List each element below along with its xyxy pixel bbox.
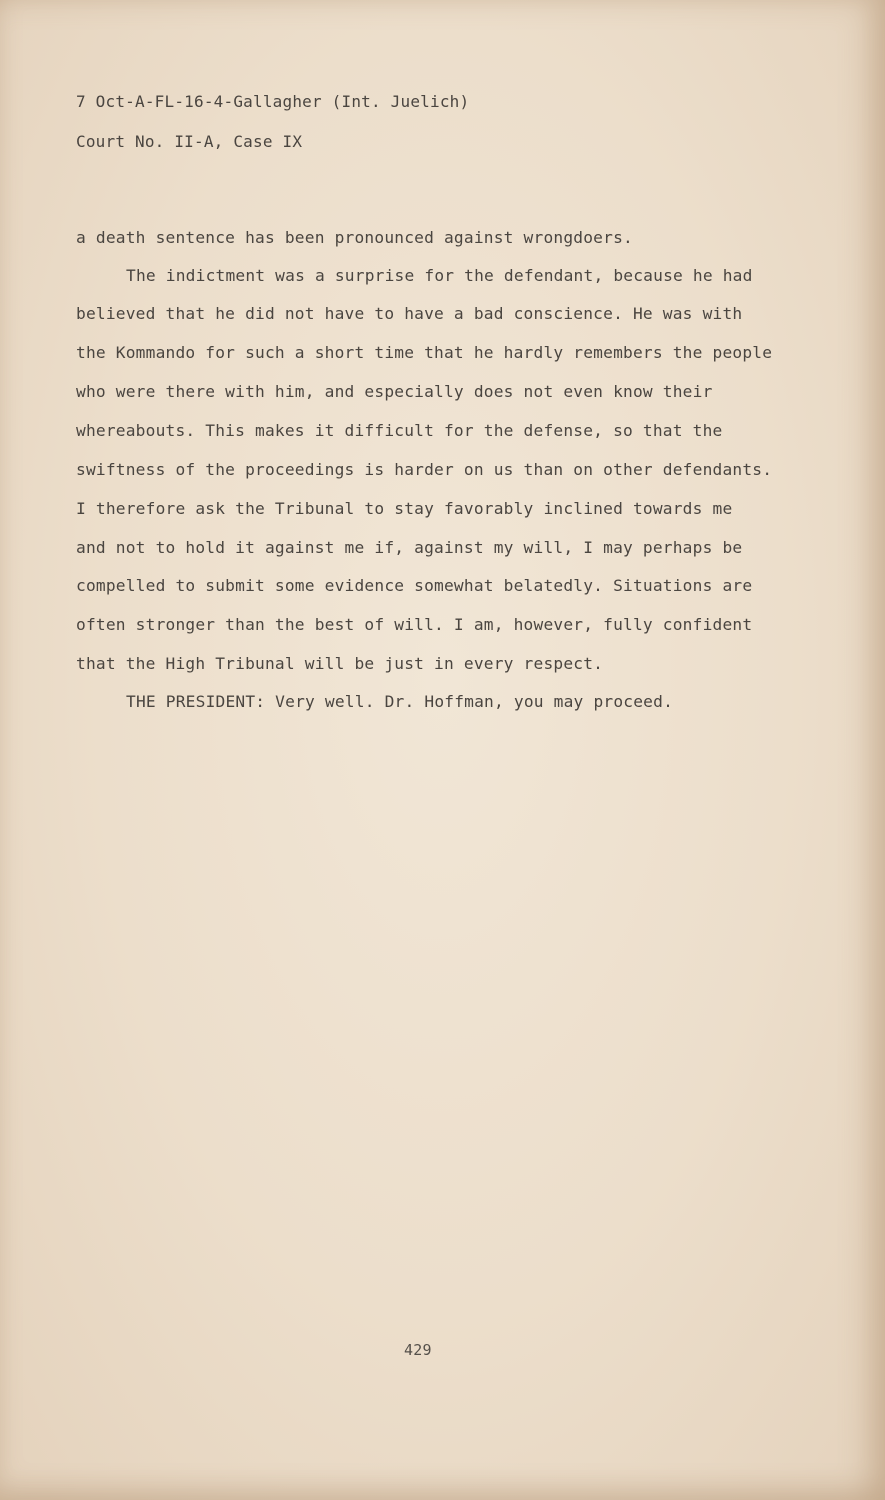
body-line-7: swiftness of the proceedings is harder on us than on other defendants. (76, 460, 773, 479)
body-line-13: THE PRESIDENT: Very well. Dr. Hoffman, you may proceed. (126, 692, 674, 711)
body-line-9: and not to hold it against me if, against my will, I may perhaps be (76, 538, 743, 557)
body-line-12: that the High Tribunal will be just in every respect. (76, 654, 604, 673)
body-line-4: the Kommando for such a short time that he hardly remembers the people (76, 343, 773, 362)
body-line-6: whereabouts. This makes it difficult for the defense, so that the (76, 421, 723, 440)
header-court-case-line: Court No. II-A, Case IX (76, 132, 303, 151)
body-line-10: compelled to submit some evidence somewhat belatedly. Situations are (76, 576, 753, 595)
body-line-5: who were there with him, and especially does not even know their (76, 382, 713, 401)
body-line-8: I therefore ask the Tribunal to stay favorably inclined towards me (76, 499, 733, 518)
body-line-1: a death sentence has been pronounced against wrongdoers. (76, 228, 633, 247)
body-line-11: often stronger than the best of will. I am, however, fully confident (76, 615, 753, 634)
page-number: 429 (404, 1341, 432, 1359)
header-reference-line: 7 Oct-A-FL-16-4-Gallagher (Int. Juelich) (76, 92, 470, 111)
body-line-3: believed that he did not have to have a bad conscience. He was with (76, 304, 743, 323)
body-line-2: The indictment was a surprise for the defendant, because he had (126, 266, 753, 285)
